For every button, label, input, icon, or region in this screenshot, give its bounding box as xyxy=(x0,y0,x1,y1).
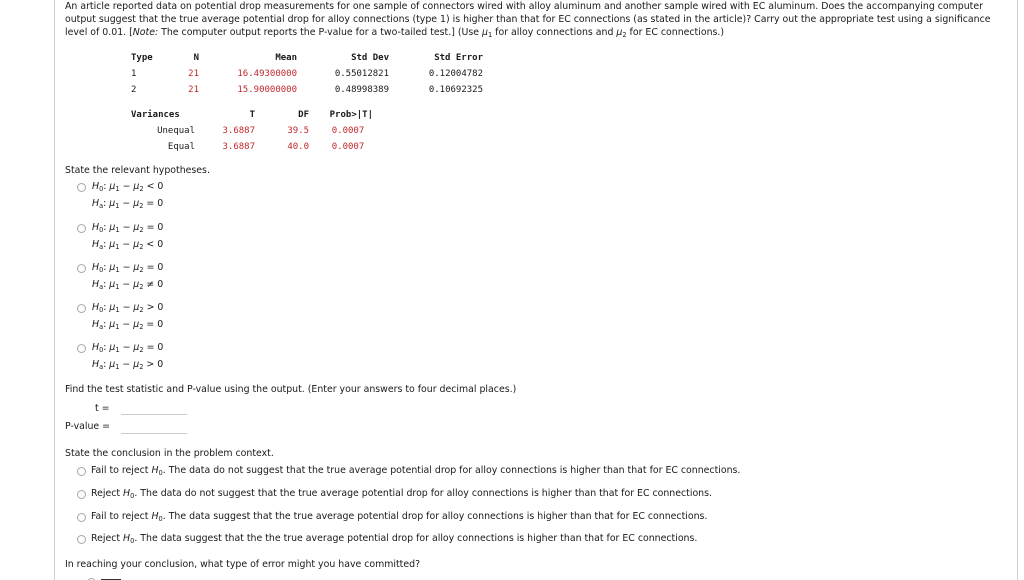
std-dev-cell: 0.55012821 xyxy=(334,69,389,79)
t-cell: 3.6887 xyxy=(222,142,255,152)
table-header-row xyxy=(131,107,373,123)
problem-line-1: An article reported data on potential drop measurements for one sample of connectors wired with alloy aluminum and another sample wired with EC aluminum. Does the accompanying computer xyxy=(65,1,983,12)
problem-line-2: output suggest that the true average potential drop for alloy connections (type 1) is higher than that for EC connections (as stated in the article)? Carry out the appropriate test using a significance xyxy=(65,14,991,25)
header-mean: Mean xyxy=(275,53,297,63)
header-n: N xyxy=(193,53,199,63)
n-cell: 21 xyxy=(188,85,199,95)
radio-button[interactable] xyxy=(77,535,86,544)
error-type-prompt: In reaching your conclusion, what type of error might you have committed? xyxy=(65,559,421,570)
type-cell: 1 xyxy=(131,69,137,79)
df-cell: 39.5 xyxy=(287,126,309,136)
null-hypothesis: $H_0$: $\mu_1 - \mu_2 = 0$ xyxy=(92,262,164,274)
prob-cell: 0.0007 xyxy=(331,142,365,152)
problem-statement xyxy=(65,0,991,39)
header-type: Type xyxy=(131,53,153,63)
mean-cell: 15.90000000 xyxy=(237,85,297,95)
problem-line-3: level of 0.01. [Note: The computer output reports the P-value for a two-tailed test.] (Use $\mu_1$ for alloy connections and $\mu_2$ for EC connections.) xyxy=(65,27,725,39)
header-df: DF xyxy=(298,110,309,120)
t-test-table xyxy=(131,107,373,155)
std-error-cell: 0.12004782 xyxy=(428,69,483,79)
conclusion-text: Reject $H_0$. The data suggest that the the true average potential drop for alloy connections is higher than that for EC connections. xyxy=(91,533,698,545)
alternative-hypothesis: $H_a$: $\mu_1 - \mu_2 < 0$ xyxy=(92,239,164,251)
conclusion-text: Fail to reject $H_0$. The data suggest that the true average potential drop for alloy connections is higher than that for EC connections. xyxy=(91,511,708,523)
t-cell: 3.6887 xyxy=(222,126,255,136)
alternative-hypothesis: $H_a$: $\mu_1 - \mu_2 > 0$ xyxy=(92,359,164,371)
alternative-hypothesis: $H_a$: $\mu_1 - \mu_2 = 0$ xyxy=(92,319,164,331)
prob-cell: 0.0007 xyxy=(331,126,365,136)
type-cell: 2 xyxy=(131,85,137,95)
p-value-input[interactable] xyxy=(121,433,187,434)
table-header-row xyxy=(131,50,483,66)
null-hypothesis: $H_0$: $\mu_1 - \mu_2 < 0$ xyxy=(92,181,164,193)
table-row xyxy=(131,139,373,155)
radio-button[interactable] xyxy=(77,513,86,522)
null-hypothesis: $H_0$: $\mu_1 - \mu_2 = 0$ xyxy=(92,222,164,234)
variances-cell: Equal xyxy=(167,142,195,152)
alternative-hypothesis: $H_a$: $\mu_1 - \mu_2 = 0$ xyxy=(92,198,164,210)
radio-button[interactable] xyxy=(77,344,86,353)
std-error-cell: 0.10692325 xyxy=(428,85,483,95)
test-prompt: Find the test statistic and P-value using the output. (Enter your answers to four decimal places.) xyxy=(65,384,517,395)
p-value-label: P-value = xyxy=(65,421,111,432)
table-row xyxy=(131,123,373,139)
df-cell: 40.0 xyxy=(287,142,309,152)
mean-cell: 16.49300000 xyxy=(237,69,297,79)
conclusion-text: Reject $H_0$. The data do not suggest that the true average potential drop for alloy connections is higher than that for EC connections. xyxy=(91,488,712,500)
cut-off-option xyxy=(87,576,123,580)
n-cell: 21 xyxy=(188,69,199,79)
conclusion-prompt: State the conclusion in the problem context. xyxy=(65,448,274,459)
question-panel xyxy=(54,0,1018,580)
null-hypothesis: $H_0$: $\mu_1 - \mu_2 > 0$ xyxy=(92,302,164,314)
conclusion-text: Fail to reject $H_0$. The data do not suggest that the true average potential drop for alloy connections is higher than that for EC connections. xyxy=(91,465,741,477)
radio-button[interactable] xyxy=(77,183,86,192)
null-hypothesis: $H_0$: $\mu_1 - \mu_2 = 0$ xyxy=(92,342,164,354)
header-variances: Variances xyxy=(131,110,180,120)
radio-button[interactable] xyxy=(77,264,86,273)
radio-button[interactable] xyxy=(77,304,86,313)
alternative-hypothesis: $H_a$: $\mu_1 - \mu_2 \ne 0$ xyxy=(92,279,164,291)
header-prob: Prob>|T| xyxy=(329,110,373,120)
t-label: t = xyxy=(95,403,110,414)
header-std-error: Std Error xyxy=(434,53,483,63)
radio-button[interactable] xyxy=(77,467,86,476)
radio-button[interactable] xyxy=(77,490,86,499)
radio-button[interactable] xyxy=(77,224,86,233)
std-dev-cell: 0.48998389 xyxy=(334,85,389,95)
header-t: T xyxy=(249,110,255,120)
summary-statistics-table xyxy=(131,50,483,98)
table-row xyxy=(131,82,483,98)
header-std-dev: Std Dev xyxy=(351,53,389,63)
hypotheses-prompt: State the relevant hypotheses. xyxy=(65,165,210,176)
t-input[interactable] xyxy=(121,414,187,415)
variances-cell: Unequal xyxy=(157,126,195,136)
table-row xyxy=(131,66,483,82)
